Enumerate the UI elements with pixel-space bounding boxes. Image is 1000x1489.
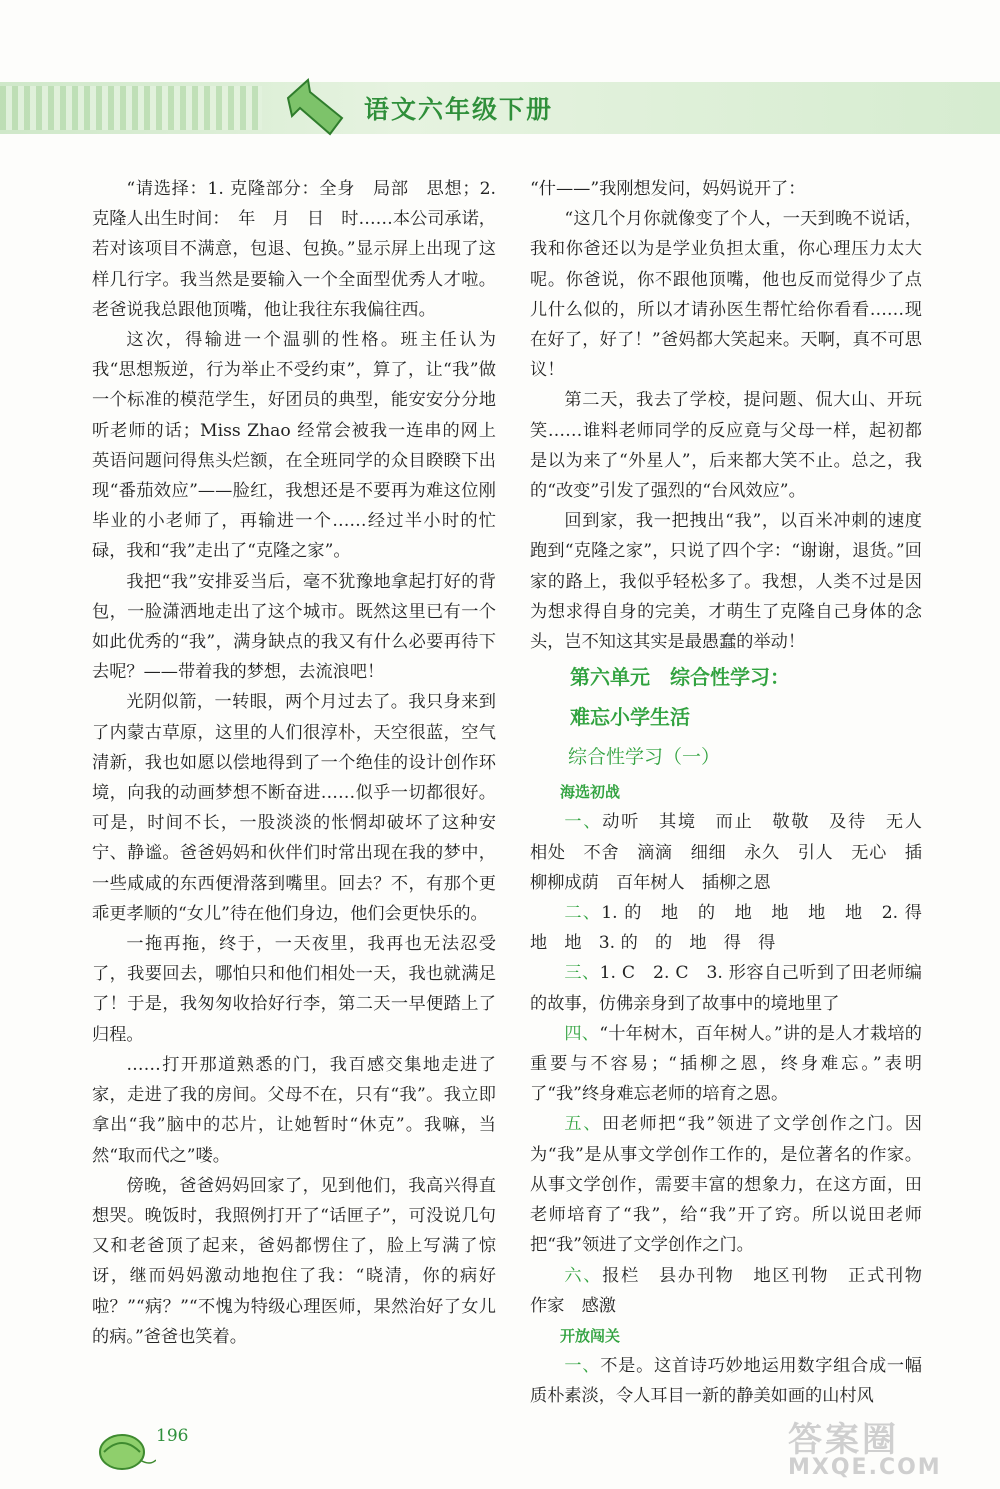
arrow-icon: [284, 78, 348, 140]
section-subtitle: 综合性学习（一）: [568, 746, 721, 769]
answer-text: 动听 其境 而止 敬敬 及待 无人 相处 不舍 滴滴 细细 永久 引人 无心 插柳柳成荫 百年树人 插柳之恩: [530, 812, 940, 893]
header-pattern: [0, 86, 262, 130]
watermark: [788, 1412, 988, 1482]
paragraph: “请选择：1. 克隆部分：全身 局部 思想；2. 克隆人出生时间： 年 月 日 时……本公司承诺，若对该项目不满意，包退、包换。”显示屏上出现了这样几行字。我当然是要输入一个全面型优秀人才啦。老爸说我总跟他顶嘴，他让我往东我偏往西。: [92, 179, 496, 320]
answer-item: [530, 1109, 922, 1260]
unit-title-line2: 难忘小学生活: [570, 705, 690, 730]
paragraph: 一拖再拖，终于，一天夜里，我再也无法忍受了，我要回去，哪怕只和他们相处一天，我也就满足了！于是，我匆匆收拾好行李，第二天一早便踏上了归程。: [92, 934, 496, 1045]
section-label-b: 开放闯关: [560, 1326, 621, 1345]
answer-text: 不是。这首诗巧妙地运用数字组合成一幅质朴素淡，令人耳目一新的静美如画的山村风: [530, 1356, 922, 1407]
answer-text: 1. 的 地 的 地 地 地 地 2. 得 地 地 3. 的 的 地 得 得: [530, 903, 940, 954]
answer-number: 一、: [564, 812, 603, 833]
paragraph: 光阴似箭，一转眼，两个月过去了。我只身来到了内蒙古草原，这里的人们很淳朴，天空很蓝，空气清新，我也如愿以偿地得到了一个绝佳的设计创作环境，向我的动画梦想不断奋进……似乎一切都很好。可是，时间不长，一股淡淡的怅惘却破坏了这种安宁、静谧。爸爸妈妈和伙伴们时常出现在我的梦中，一些咸咸的东西便滑落到嘴里。回去？不，有那个更乖更孝顺的“女儿”待在他们身边，他们会更快乐的。: [92, 692, 496, 924]
answer-text: 田老师把“我”领进了文学创作之门。因为“我”是从事文学创作工作的，是位著名的作家。从事文学创作，需要丰富的想象力，在这方面，田老师培育了“我”，给“我”开了窍。所以说田老师把“我”领进了文学创作之门。: [530, 1114, 922, 1256]
section-label-a: 海选初战: [560, 783, 621, 802]
paragraph: “这几个月你就像变了个人，一天到晚不说话，我和你爸还以为是学业负担太重，你心理压力太大呢。你爸说，你不跟他顶嘴，他也反而觉得少了点儿什么似的，所以才请孙医生帮忙给你看看……现在好了，好了！”爸妈都大笑起来。天啊，真不可思议！: [530, 209, 922, 381]
answer-number: 六、: [564, 1265, 603, 1286]
answer-number: 二、: [564, 903, 602, 924]
book-title: 语文六年级下册: [364, 95, 554, 124]
answer-text: “十年树木，百年树人。”讲的是人才栽培的重要与不容易；“插柳之恩，终身难忘。”表明了“我”终身难忘老师的培育之恩。: [530, 1023, 922, 1105]
page-number: 196: [156, 1426, 189, 1446]
answer-item: [530, 1019, 922, 1110]
unit-title-line1: 第六单元 综合性学习：: [570, 665, 790, 690]
paragraph: 这次，得输进一个温驯的性格。班主任认为我“思想叛逆，行为举止不受约束”，算了，让“我”做一个标准的模范学生，好团员的典型，能安安分分地听老师的话；Miss Zhao 经常会被我一连串的网上英语问题问得焦头烂额，在全班同学的众目睽睽下出现“番茄效应”——脸红，我想还是不要再为难这位刚毕业的小老师了，再输进一个……经过半小时的忙碌，我和“我”走出了“克隆之家”。: [92, 330, 496, 562]
answer-item: [530, 898, 940, 958]
answer-text: 报栏 县办刊物 地区刊物 正式刊物 作家 感激: [530, 1265, 940, 1316]
watermark-line1: 答案圈: [788, 1420, 899, 1460]
paragraph: ……打开那道熟悉的门，我百感交集地走进了家，走进了我的房间。父母不在，只有“我”。我立即拿出“我”脑中的芯片，让她暂时“休克”。我嘛，当然“取而代之”喽。: [92, 1054, 496, 1166]
answer-number: 五、: [564, 1114, 602, 1135]
answer-number: 一、: [564, 1356, 601, 1377]
right-column: [530, 174, 940, 1412]
paragraph: “什——”我刚想发问，妈妈说开了：: [530, 179, 806, 199]
answer-item: [530, 807, 940, 898]
answer-number: 三、: [564, 963, 600, 984]
answer-item: [530, 1351, 922, 1411]
paragraph: 回到家，我一把拽出“我”，以百米冲刺的速度跑到“克隆之家”，只说了四个字：“谢谢，退货。”回家的路上，我似乎轻松多了。我想，人类不过是因为想求得自身的完美，才萌生了克隆自己身体的念头，岂不知这其实是最愚蠢的举动！: [530, 511, 922, 653]
watermelon-icon: [96, 1426, 156, 1472]
answer-item: [530, 958, 922, 1018]
answer-item: [530, 1261, 940, 1321]
answer-number: 四、: [564, 1023, 600, 1044]
watermark-line2: MXQE.COM: [788, 1455, 942, 1480]
paragraph: 傍晚，爸爸妈妈回家了，见到他们，我高兴得直想哭。晚饭时，我照例打开了“话匣子”，可没说几句又和老爸顶了起来，爸妈都愣住了，脸上写满了惊讶，继而妈妈激动地抱住了我：“晓清，你的病好啦？”“病？”“不愧为特级心理医师，果然治好了女儿的病。”爸爸也笑着。: [92, 1175, 496, 1347]
paragraph: 第二天，我去了学校，提问题、侃大山、开玩笑……谁料老师同学的反应竟与父母一样，起初都是以为来了“外星人”，后来都大笑不止。总之，我的“改变”引发了强烈的“台风效应”。: [530, 390, 922, 502]
answer-text: 1. C 2. C 3. 形容自己听到了田老师编的故事，仿佛亲身到了故事中的境地里了: [530, 963, 922, 1014]
paragraph: 我把“我”安排妥当后，毫不犹豫地拿起打好的背包，一脸潇洒地走出了这个城市。既然这里已有一个如此优秀的“我”，满身缺点的我又有什么必要再待下去呢？——带着我的梦想，去流浪吧！: [92, 571, 496, 683]
left-column: [92, 174, 496, 1352]
